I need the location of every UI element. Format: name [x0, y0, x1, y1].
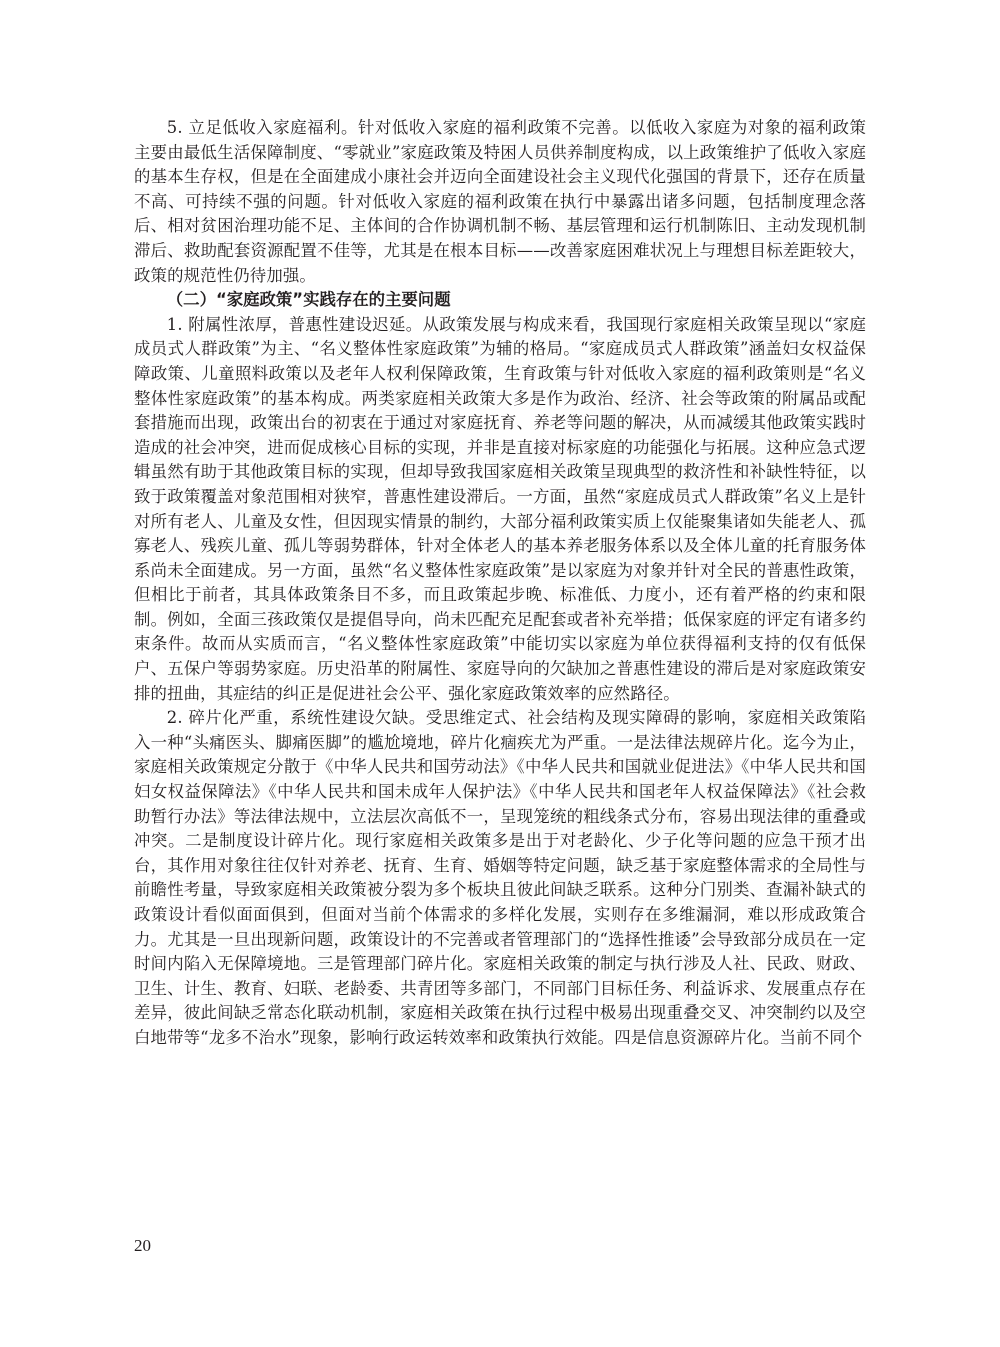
paragraph-fragmentation-issue: 2. 碎片化严重，系统性建设欠缺。受思维定式、社会结构及现实障碍的影响，家庭相关政策陷入一种“头痛医头、脚痛医脚”的尴尬境地，碎片化痼疾尤为严重。一是法律法规碎片化。迄今为止，家庭相关政策规定分散于《中华人民共和国劳动法》《中华人民共和国就业促进法》《中华人民共和国妇女权益保障法》《中华人民共和国未成年人保护法》《中华人民共和国老年人权益保障法》《社会救助暂行办法》等法律法规中，立法层次高低不一，呈现笼统的粗线条式分布，容易出现法律的重叠或冲突。二是制度设计碎片化。现行家庭相关政策多是出于对老龄化、少子化等问题的应急干预才出台，其作用对象往往仅针对养老、抚育、生育、婚姻等特定问题，缺乏基于家庭整体需求的全局性与前瞻性考量，导致家庭相关政策被分裂为多个板块且彼此间缺乏联系。这种分门别类、查漏补缺式的政策设计看似面面俱到，但面对当前个体需求的多样化发展，实则存在多维漏洞，难以形成政策合力。尤其是一旦出现新问题，政策设计的不完善或者管理部门的“选择性推诿”会导致部分成员在一定时间内陷入无保障境地。三是管理部门碎片化。家庭相关政策的制定与执行涉及人社、民政、财政、卫生、计生、教育、妇联、老龄委、共青团等多部门，不同部门目标任务、利益诉求、发展重点存在差异，彼此间缺乏常态化联动机制，家庭相关政策在执行过程中极易出现重叠交叉、冲突制约以及空白地带等“龙多不治水”现象，影响行政运转效率和政策执行效能。四是信息资源碎片化。当前不同个	[134, 708, 866, 1047]
page-number: 20	[134, 1236, 151, 1255]
paragraph-low-income-welfare: 5. 立足低收入家庭福利。针对低收入家庭的福利政策不完善。以低收入家庭为对象的福利政策主要由最低生活保障制度、“零就业”家庭政策及特困人员供养制度构成，以上政策维护了低收入家庭的基本生存权，但是在全面建成小康社会并迈向全面建设社会主义现代化强国的背景下，还存在质量不高、可持续不强的问题。针对低收入家庭的福利政策在执行中暴露出诸多问题，包括制度理念落后、相对贫困治理功能不足、主体间的合作协调机制不畅、基层管理和运行机制陈旧、主动发现机制滞后、救助配套资源配置不佳等，尤其是在根本目标——改善家庭困难状况上与理想目标差距较大，政策的规范性仍待加强。	[134, 118, 866, 285]
paragraph-attachment-issue: 1. 附属性浓厚，普惠性建设迟延。从政策发展与构成来看，我国现行家庭相关政策呈现以“家庭成员式人群政策”为主、“名义整体性家庭政策”为辅的格局。“家庭成员式人群政策”涵盖妇女权益保障政策、儿童照料政策以及老年人权利保障政策，生育政策与针对低收入家庭的福利政策则是“名义整体性家庭政策”的基本构成。两类家庭相关政策大多是作为政治、经济、社会等政策的附属品或配套措施而出现，政策出台的初衷在于通过对家庭抚育、养老等问题的解决，从而减缓其他政策实践时造成的社会冲突，进而促成核心目标的实现，并非是直接对标家庭的功能强化与拓展。这种应急式逻辑虽然有助于其他政策目标的实现，但却导致我国家庭相关政策呈现典型的救济性和补缺性特征，以致于政策覆盖对象范围相对狭窄，普惠性建设滞后。一方面，虽然“家庭成员式人群政策”名义上是针对所有老人、儿童及女性，但因现实情景的制约，大部分福利政策实质上仅能聚集诸如失能老人、孤寡老人、残疾儿童、孤儿等弱势群体，针对全体老人的基本养老服务体系以及全体儿童的托育服务体系尚未全面建成。另一方面，虽然“名义整体性家庭政策”是以家庭为对象并针对全民的普惠性政策，但相比于前者，其具体政策条目不多，而且政策起步晚、标准低、力度小，还有着严格的约束和限制。例如，全面三孩政策仅是提倡导向，尚未匹配充足配套或者补充举措；低保家庭的评定有诸多约束条件。故而从实质而言，“名义整体性家庭政策”中能切实以家庭为单位获得福利支持的仅有低保户、五保户等弱势家庭。历史沿革的附属性、家庭导向的欠缺加之普惠性建设的滞后是对家庭政策安排的扭曲，其症结的纠正是促进社会公平、强化家庭政策效率的应然路径。	[134, 314, 866, 703]
section-heading: （二）“家庭政策”实践存在的主要问题	[166, 290, 451, 310]
page-body	[134, 116, 866, 1051]
